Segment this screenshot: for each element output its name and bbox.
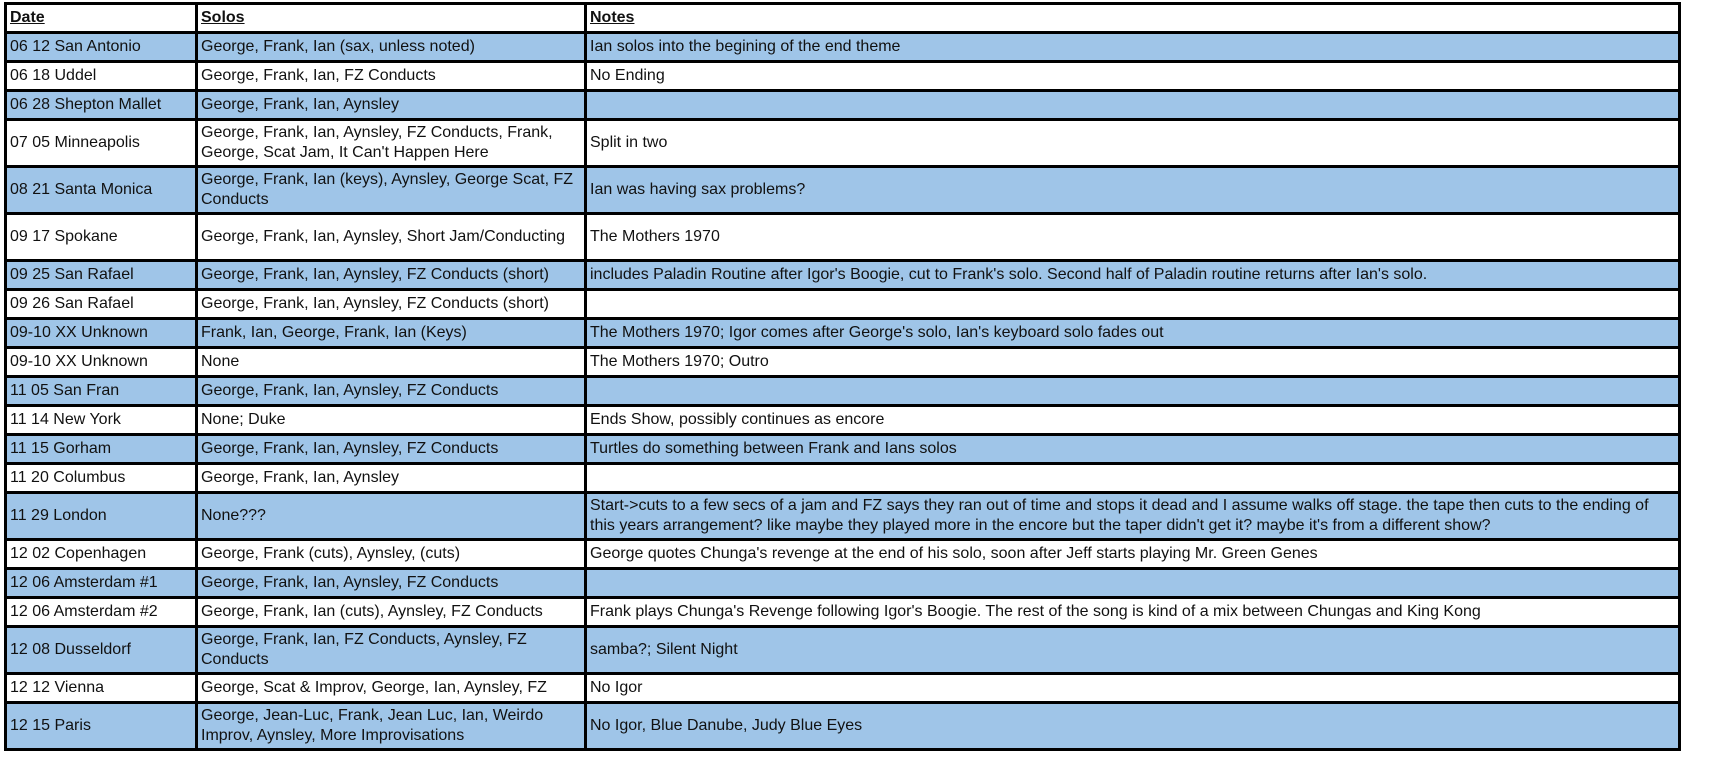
cell-solos: George, Scat & Improv, George, Ian, Aynsley, FZ [197, 674, 586, 703]
cell-solos: Frank, Ian, George, Frank, Ian (Keys) [197, 319, 586, 348]
table-row [6, 377, 1680, 406]
cell-notes: The Mothers 1970; Outro [586, 348, 1680, 377]
cell-date: 09 17 Spokane [6, 214, 197, 261]
cell-date: 09 25 San Rafael [6, 261, 197, 290]
cell-solos: George, Frank, Ian, Aynsley, FZ Conducts (short) [197, 261, 586, 290]
cell-date: 09 26 San Rafael [6, 290, 197, 319]
table-row [6, 406, 1680, 435]
cell-notes: samba?; Silent Night [586, 627, 1680, 674]
cell-notes: Ian solos into the begining of the end theme [586, 33, 1680, 62]
cell-notes: Split in two [586, 120, 1680, 167]
cell-date: 12 08 Dusseldorf [6, 627, 197, 674]
cell-solos: George, Frank, Ian, Aynsley, FZ Conducts [197, 569, 586, 598]
cell-notes: The Mothers 1970; Igor comes after George's solo, Ian's keyboard solo fades out [586, 319, 1680, 348]
cell-notes [586, 569, 1680, 598]
cell-solos: George, Frank, Ian (sax, unless noted) [197, 33, 586, 62]
cell-solos: George, Frank, Ian, Aynsley, FZ Conducts, Frank, George, Scat Jam, It Can't Happen Here [197, 120, 586, 167]
cell-date: 06 28 Shepton Mallet [6, 91, 197, 120]
cell-date: 07 05 Minneapolis [6, 120, 197, 167]
cell-date: 12 06 Amsterdam #1 [6, 569, 197, 598]
column-header-date: Date [6, 4, 197, 33]
cell-solos: George, Frank, Ian, Aynsley, FZ Conducts [197, 435, 586, 464]
cell-date: 08 21 Santa Monica [6, 167, 197, 214]
cell-date: 11 20 Columbus [6, 464, 197, 493]
cell-notes: Start->cuts to a few secs of a jam and FZ says they ran out of time and stops it dead and I assume walks off stage. the tape then cuts to the ending of this years arrangement? like maybe they played more in the encore but the taper didn't get it? maybe it's from a different show? [586, 493, 1680, 540]
column-header-solos: Solos [197, 4, 586, 33]
cell-solos: George, Jean-Luc, Frank, Jean Luc, Ian, Weirdo Improv, Aynsley, More Improvisations [197, 703, 586, 750]
cell-solos: None??? [197, 493, 586, 540]
cell-notes [586, 377, 1680, 406]
column-header-notes: Notes [586, 4, 1680, 33]
performance-table [4, 2, 1681, 751]
table-row [6, 91, 1680, 120]
cell-notes: George quotes Chunga's revenge at the end of his solo, soon after Jeff starts playing Mr. Green Genes [586, 540, 1680, 569]
header-row [6, 4, 1680, 33]
cell-date: 09-10 XX Unknown [6, 319, 197, 348]
table-row [6, 348, 1680, 377]
table-row [6, 214, 1680, 261]
cell-notes: includes Paladin Routine after Igor's Boogie, cut to Frank's solo. Second half of Paladin routine returns after Ian's solo. [586, 261, 1680, 290]
cell-notes: No Igor [586, 674, 1680, 703]
cell-notes: Ends Show, possibly continues as encore [586, 406, 1680, 435]
cell-solos: George, Frank, Ian, Aynsley [197, 91, 586, 120]
cell-date: 09-10 XX Unknown [6, 348, 197, 377]
table-row [6, 319, 1680, 348]
table-row [6, 290, 1680, 319]
cell-solos: George, Frank, Ian (keys), Aynsley, George Scat, FZ Conducts [197, 167, 586, 214]
cell-solos: None; Duke [197, 406, 586, 435]
cell-date: 11 15 Gorham [6, 435, 197, 464]
table-row [6, 261, 1680, 290]
cell-date: 12 06 Amsterdam #2 [6, 598, 197, 627]
cell-solos: George, Frank (cuts), Aynsley, (cuts) [197, 540, 586, 569]
cell-solos: George, Frank, Ian, Aynsley, FZ Conducts (short) [197, 290, 586, 319]
cell-solos: George, Frank, Ian (cuts), Aynsley, FZ Conducts [197, 598, 586, 627]
table-row [6, 167, 1680, 214]
cell-date: 11 29 London [6, 493, 197, 540]
table-row [6, 464, 1680, 493]
table-row [6, 435, 1680, 464]
cell-date: 12 12 Vienna [6, 674, 197, 703]
table-row [6, 674, 1680, 703]
cell-notes: No Igor, Blue Danube, Judy Blue Eyes [586, 703, 1680, 750]
cell-solos: George, Frank, Ian, FZ Conducts, Aynsley, FZ Conducts [197, 627, 586, 674]
cell-notes: Frank plays Chunga's Revenge following Igor's Boogie. The rest of the song is kind of a mix between Chungas and King Kong [586, 598, 1680, 627]
cell-date: 06 12 San Antonio [6, 33, 197, 62]
cell-date: 11 05 San Fran [6, 377, 197, 406]
cell-solos: George, Frank, Ian, Aynsley [197, 464, 586, 493]
cell-notes: Ian was having sax problems? [586, 167, 1680, 214]
table-row [6, 703, 1680, 750]
cell-date: 11 14 New York [6, 406, 197, 435]
table-row [6, 62, 1680, 91]
cell-date: 06 18 Uddel [6, 62, 197, 91]
cell-notes: No Ending [586, 62, 1680, 91]
cell-date: 12 02 Copenhagen [6, 540, 197, 569]
cell-notes: Turtles do something between Frank and Ians solos [586, 435, 1680, 464]
table-row [6, 493, 1680, 540]
cell-notes [586, 290, 1680, 319]
cell-date: 12 15 Paris [6, 703, 197, 750]
table-row [6, 569, 1680, 598]
cell-solos: George, Frank, Ian, FZ Conducts [197, 62, 586, 91]
cell-notes [586, 91, 1680, 120]
cell-solos: None [197, 348, 586, 377]
cell-solos: George, Frank, Ian, Aynsley, FZ Conducts [197, 377, 586, 406]
table-row [6, 33, 1680, 62]
table-row [6, 540, 1680, 569]
table-row [6, 627, 1680, 674]
table-body [6, 33, 1680, 750]
cell-notes: The Mothers 1970 [586, 214, 1680, 261]
cell-notes [586, 464, 1680, 493]
table-row [6, 598, 1680, 627]
cell-solos: George, Frank, Ian, Aynsley, Short Jam/Conducting [197, 214, 586, 261]
table-row [6, 120, 1680, 167]
